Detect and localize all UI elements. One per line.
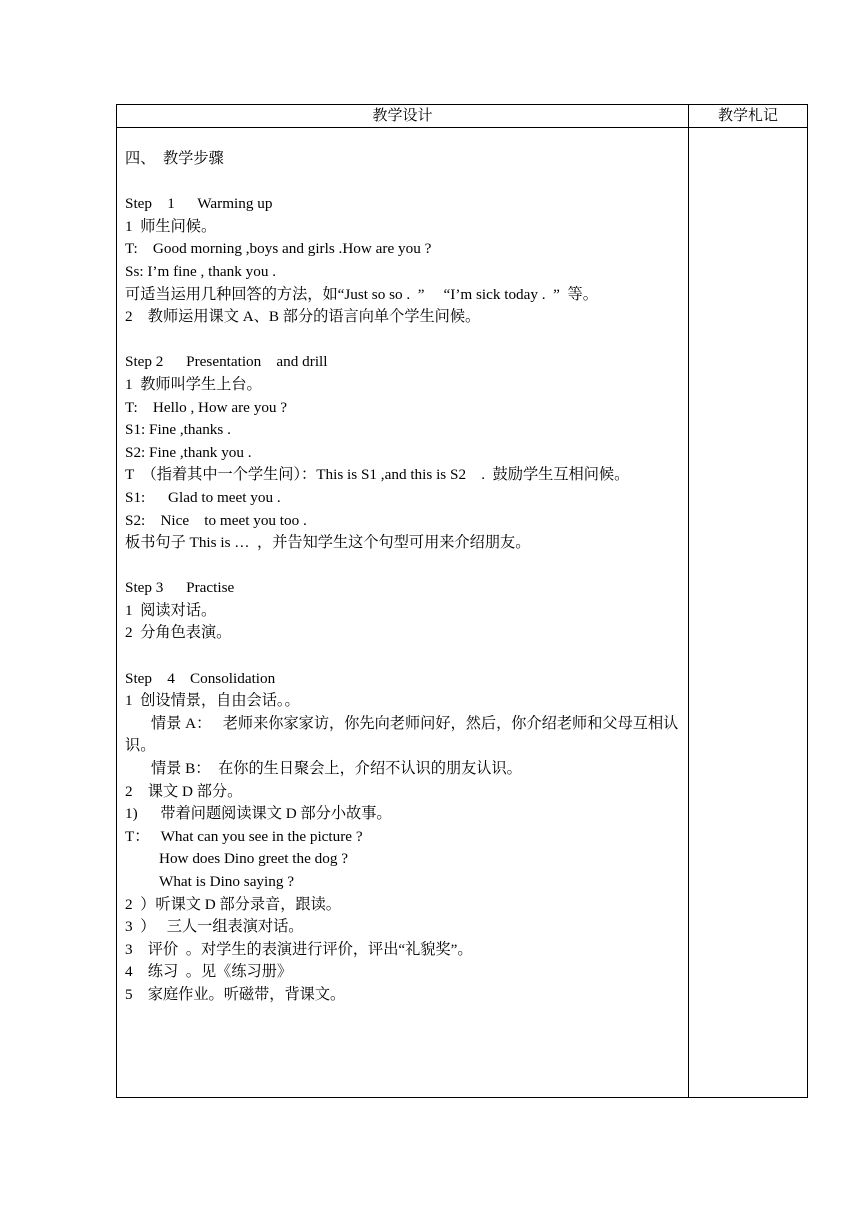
step3-line: 1 阅读对话。 [125, 601, 217, 619]
step2-line: T （指着其中一个学生问）：This is S1 ,and this is S2 . 鼓励学生互相问候。 [125, 466, 630, 484]
spacer [125, 555, 682, 578]
question-line: How does Dino greet the dog ? [159, 850, 348, 868]
step4-line: 1) 带着问题阅读课文 D 部分小故事。 [125, 805, 392, 823]
step1-line: 1 师生问候。 [125, 217, 217, 235]
step4-line: 3 评价 。对学生的表演进行评价，评出“礼貌奖”。 [125, 940, 473, 958]
table-header-row [117, 105, 808, 128]
question-line: T： What can you see in the picture ? [125, 827, 363, 845]
step2-line: S2: Fine ,thank you . [125, 443, 252, 461]
step1-line: Ss: I’m fine , thank you . [125, 262, 277, 280]
question-line: What is Dino saying ? [159, 873, 294, 890]
scene-a: 情景 A： 老师来你家家访，你先向老师问好，然后，你介绍老师和父母互相认识。 [125, 714, 679, 755]
spacer [125, 645, 682, 668]
notes-cell [689, 128, 808, 1098]
spacer [125, 329, 682, 352]
header-teaching-notes: 教学札记 [689, 105, 808, 128]
step3-line: 2 分角色表演。 [125, 624, 232, 642]
step3-title: Step 3 Practise [125, 579, 235, 597]
step1-line: 2 教师运用课文 A、B 部分的语言向单个学生问候。 [125, 308, 481, 326]
step2-line: S1: Glad to meet you . [125, 488, 281, 506]
step4-line: 3 ） 三人一组表演对话。 [125, 918, 304, 936]
step4-line: 2 课文 D 部分。 [125, 782, 243, 800]
step4-line: 1 创设情景，自由会话。。 [125, 692, 300, 710]
teaching-steps-content [117, 128, 688, 1007]
step2-line: 板书句子 This is … ，并告知学生这个句型可用来介绍朋友。 [125, 534, 531, 552]
step4-line: 5 家庭作业。听磁带，背课文。 [125, 985, 346, 1003]
step2-line: 1 教师叫学生上台。 [125, 375, 262, 393]
step1-title: Step 1 Warming up [125, 195, 273, 213]
scene-b: 情景 B： 在你的生日聚会上，介绍不认识的朋友认识。 [151, 760, 522, 778]
table-body-row [117, 128, 808, 1098]
step2-line: S2: Nice to meet you too . [125, 511, 307, 529]
design-cell [117, 128, 689, 1098]
step2-title: Step 2 Presentation and drill [125, 353, 328, 371]
step1-line: 可适当运用几种回答的方法，如“Just so so . ” “I’m sick today . ” 等。 [125, 285, 598, 303]
spacer [125, 171, 682, 194]
lesson-plan-table [116, 104, 808, 1098]
step4-line: 4 练习 。见《练习册》 [125, 963, 293, 981]
header-teaching-design: 教学设计 [117, 105, 689, 128]
step4-line: 2 ）听课文 D 部分录音，跟读。 [125, 895, 341, 913]
step1-line: T: Good morning ,boys and girls .How are you ? [125, 240, 432, 258]
step2-line: T: Hello , How are you ? [125, 398, 288, 416]
step2-line: S1: Fine ,thanks . [125, 421, 231, 439]
step4-title: Step 4 Consolidation [125, 669, 276, 687]
section-title: 四、 教学步骤 [125, 150, 224, 167]
